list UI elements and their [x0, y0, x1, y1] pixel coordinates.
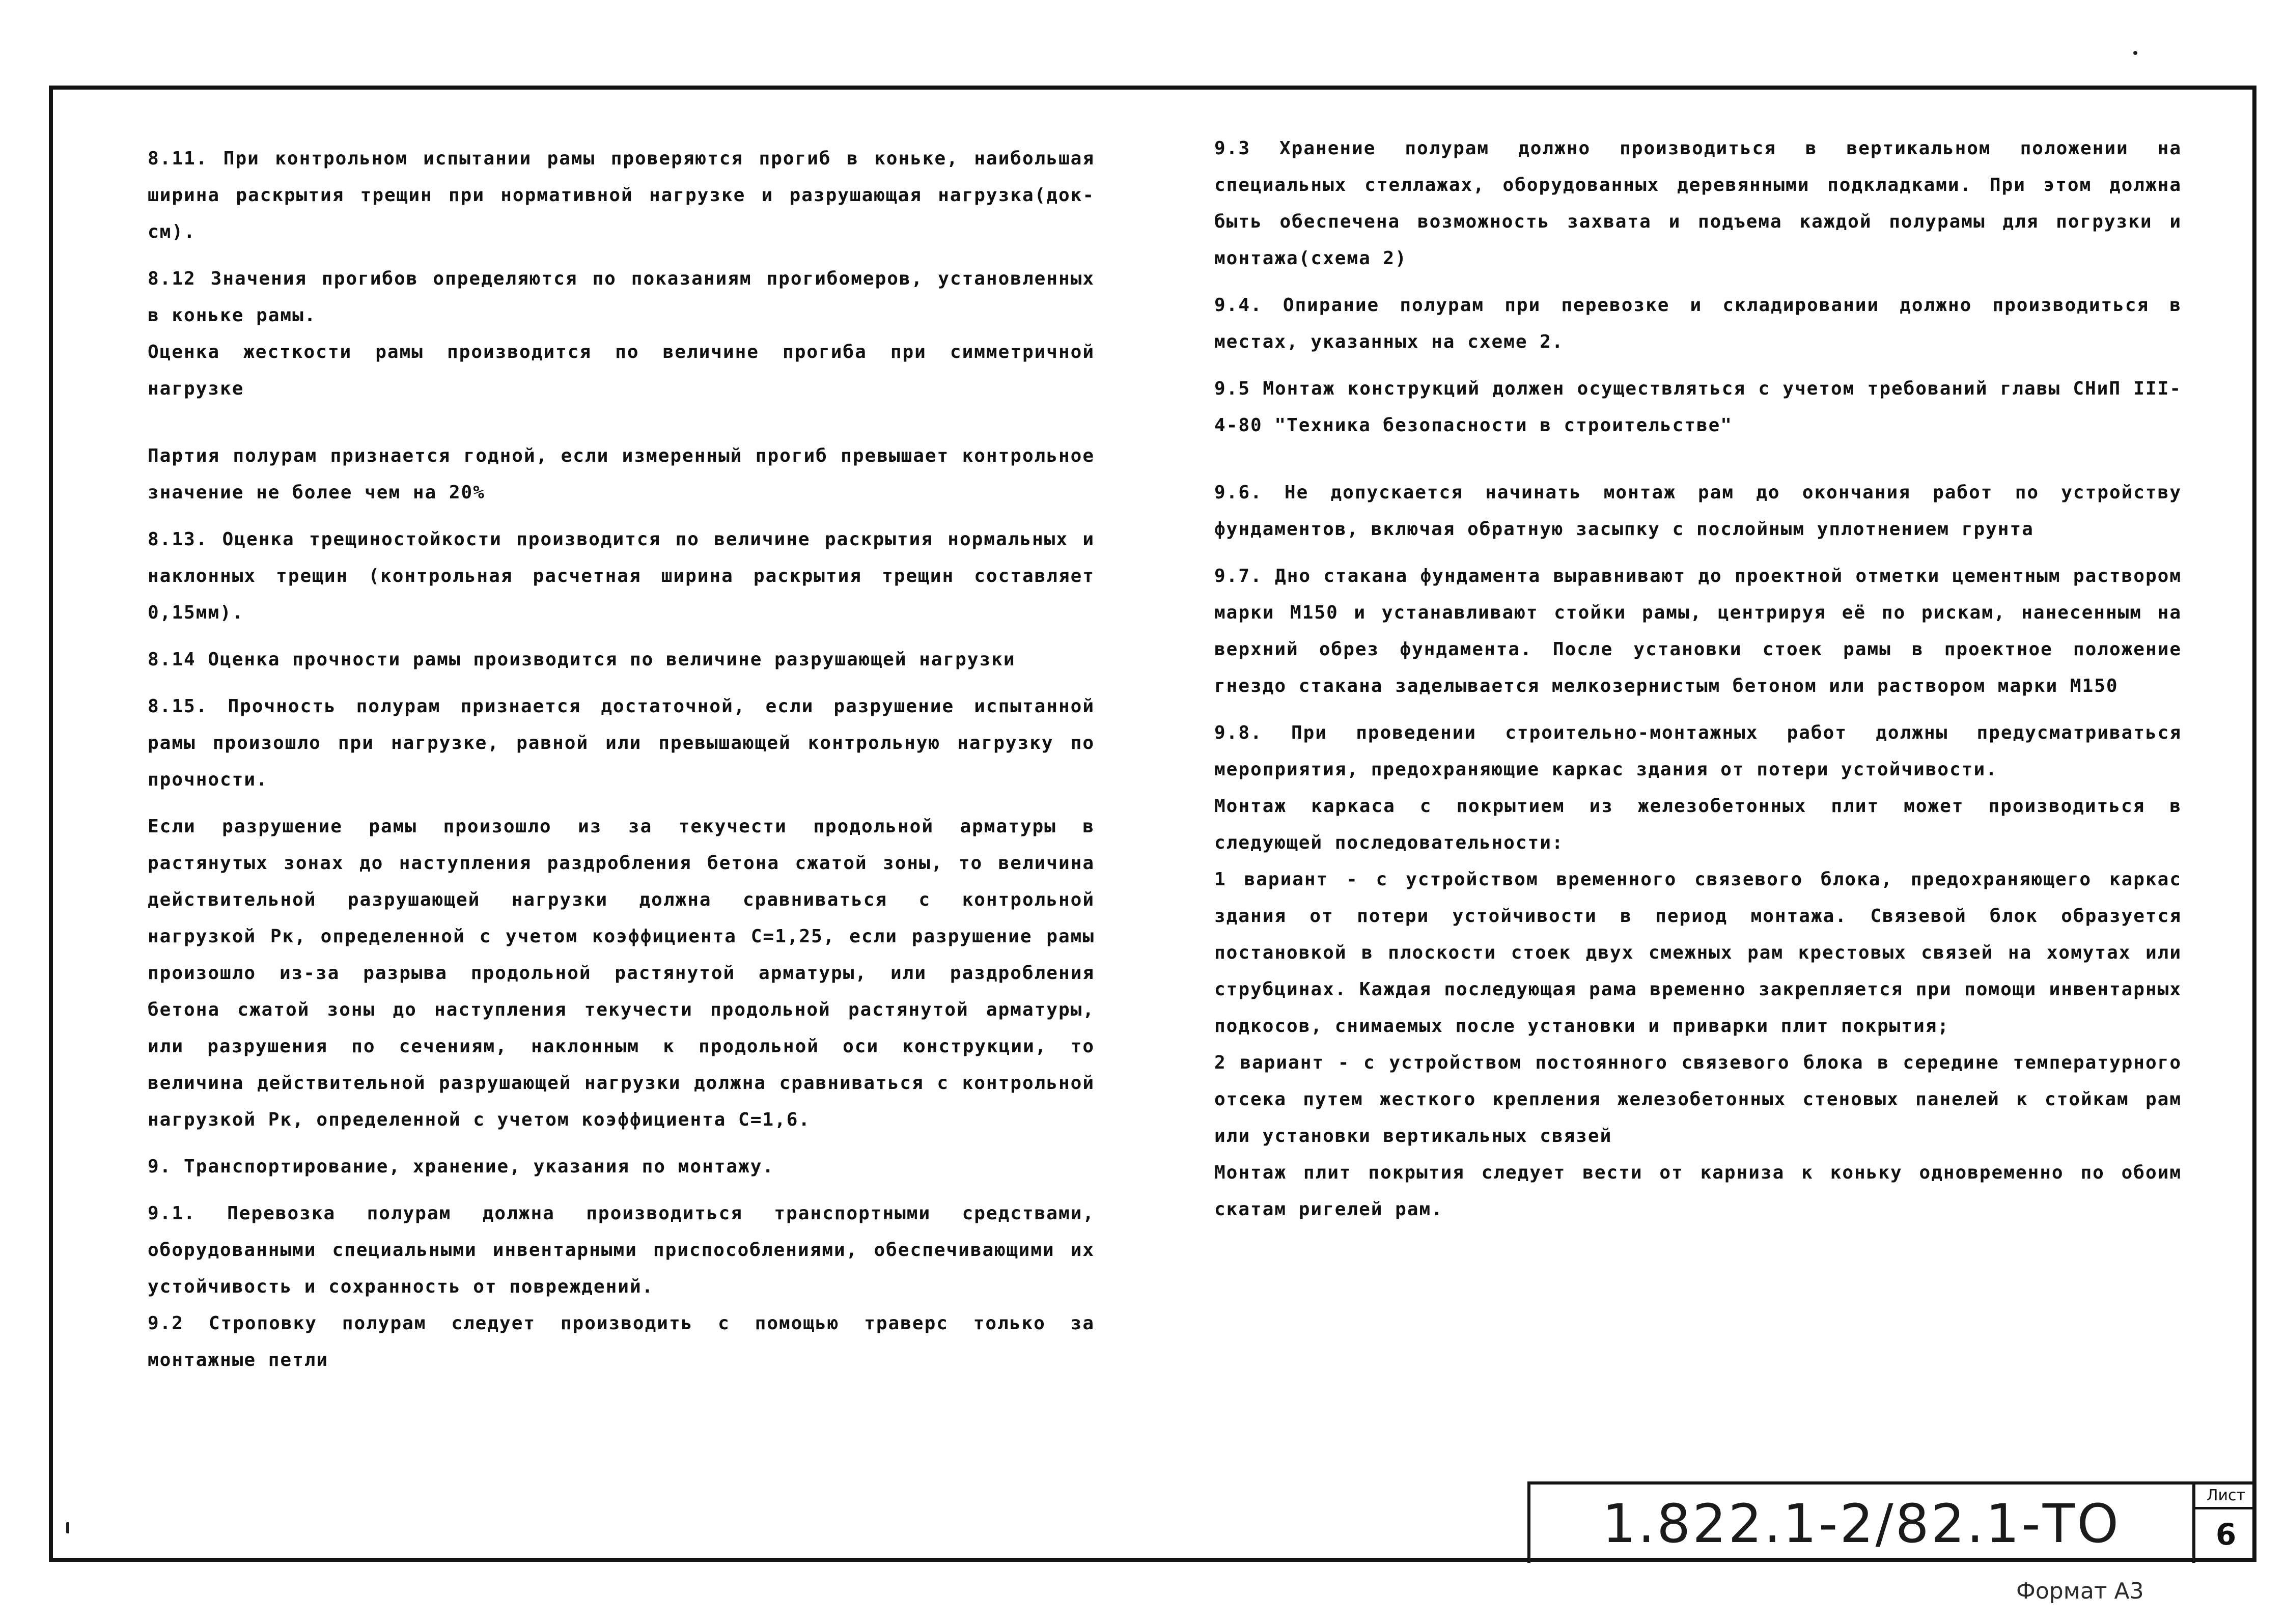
title-block [1527, 1481, 2256, 1563]
clause-9-1: 9.1. Перевозка полурам должна производиться транспортными средствами, оборудованными специальными инвентарными приспособлениями, обеспечивающими их устойчивость и сохранность от повреждений. [148, 1203, 1095, 1297]
section-9-heading: 9. Транспортирование, хранение, указания по монтажу. [148, 1156, 775, 1177]
clause-8-15-failure: Если разрушение рамы произошло из за текучести продольной арматуры в растянутых зонах до наступления раздробления бетона сжатой зоны, то величина действительной разрушающей нагрузки должна сравниваться с контрольной нагрузкой Рк, определенной с учетом коэффициента С=1,25, если разрушение рамы произошло из-за разрыва продольной растянутой арматуры, или раздробления бетона сжатой зоны до наступления текучести продольной растянутой арматуры, или разрушения по сечениям, наклонным к продольной оси конструкции, то величина действительной разрушающей нагрузки должна сравниваться с контрольной нагрузкой Рк, определенной с учетом коэффициента С=1,6. [148, 816, 1095, 1130]
clause-8-12-acceptance: Партия полурам признается годной, если измеренный прогиб превышает контрольное значение не более чем на 20% [148, 445, 1095, 503]
clause-9-8: 9.8. При проведении строительно-монтажных работ должны предусматриваться мероприятия, предохраняющие каркас здания от потери устойчивости. [1214, 722, 2182, 780]
right-text-column [1214, 130, 2182, 1228]
mounting-variant-2: 2 вариант - с устройством постоянного связевого блока в середине температурного отсека путем жесткого крепления железобетонных стеновых панелей к стойкам рам или установки вертикальных связей [1214, 1052, 2182, 1146]
roof-slab-mounting: Монтаж плит покрытия следует вести от карниза к коньку одновременно по обоим скатам ригелей рам. [1214, 1162, 2182, 1220]
mounting-variant-1: 1 вариант - с устройством временного связевого блока, предохраняющего каркас здания от потери устойчивости в период монтажа. Связевой блок образуется постановкой в плоскости стоек двух смежных рам крестовых связей на хомутах или струбцинах. Каждая последующая рама временно закрепляется при помощи инвентарных подкосов, снимаемых после установки и приварки плит покрытия; [1214, 869, 2182, 1037]
left-text-column [148, 141, 1095, 1379]
clause-8-11: 8.11. При контрольном испытании рамы проверяются прогиб в коньке, наибольшая ширина раскрытия трещин при нормативной нагрузке и разрушающая нагрузка(док-см). [148, 148, 1095, 242]
document-code: 1.822.1-2/82.1-ТО [1602, 1493, 2121, 1555]
clause-9-6: 9.6. Не допускается начинать монтаж рам до окончания работ по устройству фундаментов, включая обратную засыпку с послойным уплотнением грунта [1214, 482, 2182, 540]
clause-9-4: 9.4. Опирание полурам при перевозке и складировании должно производиться в местах, указанных на схеме 2. [1214, 295, 2182, 352]
sheet-number: 6 [2215, 1517, 2237, 1552]
clause-9-5: 9.5 Монтаж конструкций должен осуществляться с учетом требований главы СНиП III-4-80 "Техника безопасности в строительстве" [1214, 378, 2182, 436]
clause-9-7: 9.7. Дно стакана фундамента выравнивают до проектной отметки цементным раствором марки М150 и устанавливают стойки рамы, центрируя её по рискам, нанесенным на верхний обрез фундамента. После установки стоек рамы в проектное положение гнездо стакана заделывается мелкозернистым бетоном или раствором марки М150 [1214, 566, 2182, 696]
clause-9-3: 9.3 Хранение полурам должно производиться в вертикальном положении на специальных стеллажах, оборудованных деревянными подкладками. При этом должна быть обеспечена возможность захвата и подъема каждой полурамы для погрузки и монтажа(схема 2) [1214, 138, 2182, 269]
clause-8-15: 8.15. Прочность полурам признается достаточной, если разрушение испытанной рамы произошло при нагрузке, равной или превышающей контрольную нагрузку по прочности. [148, 696, 1095, 790]
clause-8-12: 8.12 Значения прогибов определяются по показаниям прогибомеров, установленных в коньке рамы. [148, 268, 1095, 326]
mounting-sequence-intro: Монтаж каркаса с покрытием из железобетонных плит может производиться в следующей последовательности: [1214, 796, 2182, 853]
sheet-cell [2192, 1485, 2256, 1563]
scan-speck [66, 1522, 69, 1533]
clause-8-14: 8.14 Оценка прочности рамы производится по величине разрушающей нагрузки [148, 649, 1016, 670]
sheet-label: Лист [2195, 1485, 2256, 1509]
clause-9-2: 9.2 Строповку полурам следует производить с помощью траверс только за монтажные петли [148, 1313, 1095, 1370]
clause-8-12-stiffness: Оценка жесткости рамы производится по величине прогиба при симметричной нагрузке [148, 342, 1095, 399]
clause-8-13: 8.13. Оценка трещиностойкости производится по величине раскрытия нормальных и наклонных трещин (контрольная расчетная ширина раскрытия трещин составляет 0,15мм). [148, 529, 1095, 623]
format-note: Формат А3 [2016, 1578, 2144, 1604]
scan-speck [2133, 51, 2137, 55]
